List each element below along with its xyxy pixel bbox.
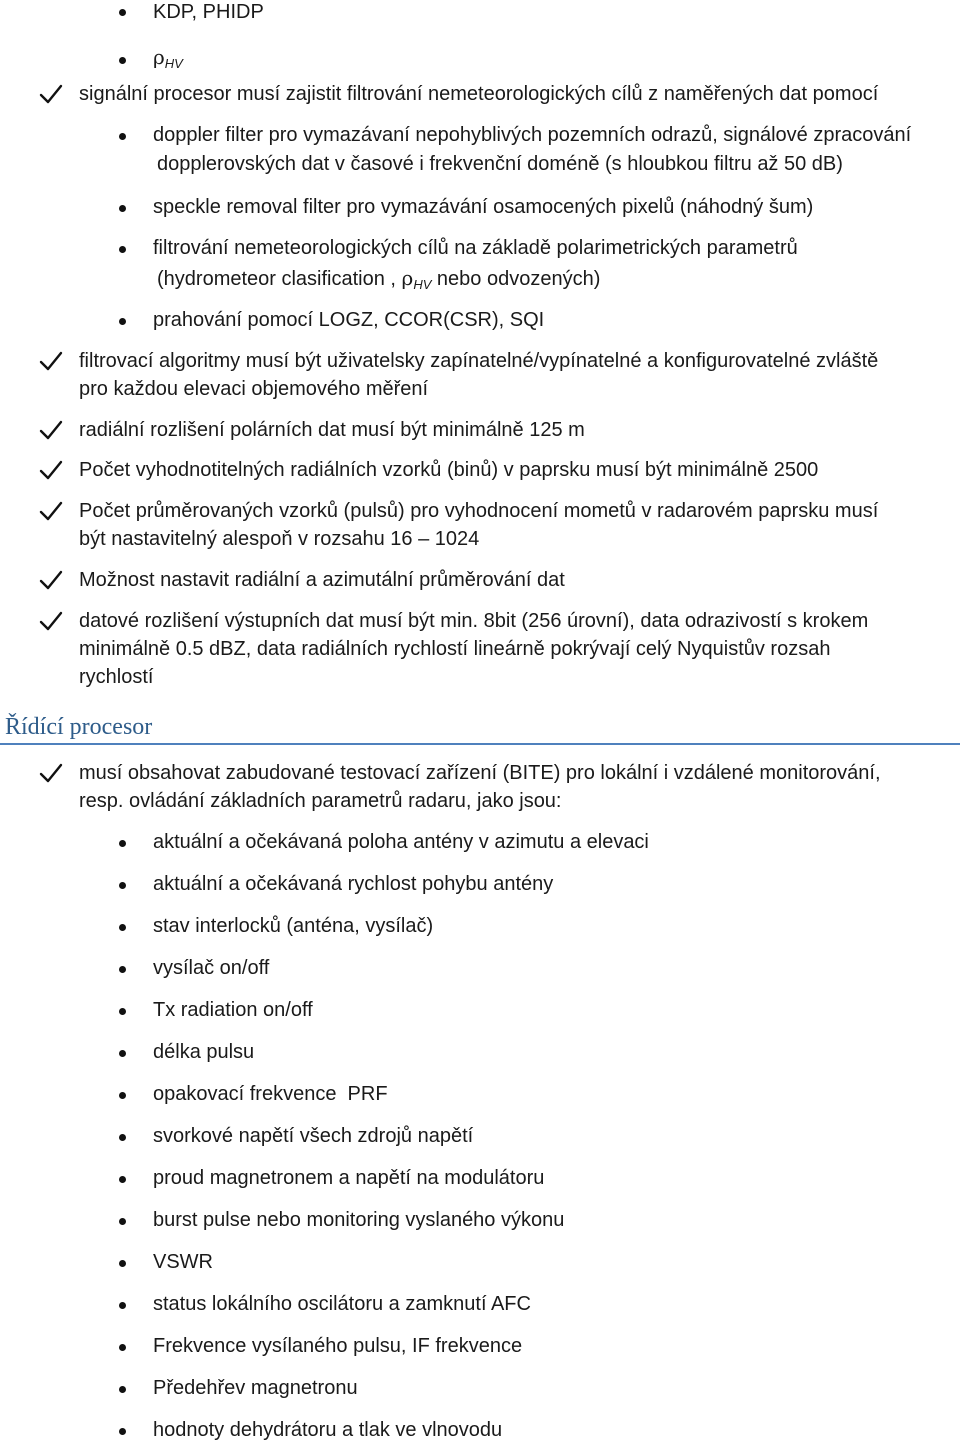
list-item xyxy=(153,43,183,74)
list-item: prahování pomocí LOGZ, CCOR(CSR), SQI xyxy=(153,309,545,331)
bullet-dot xyxy=(119,1134,126,1141)
bullet-dot xyxy=(119,924,126,931)
check-item: musí obsahovat zabudované testovací zařízení (BITE) pro lokální i vzdálené monitorování, xyxy=(79,762,881,784)
subscript: HV xyxy=(164,56,183,71)
bullet-dot xyxy=(119,205,126,212)
bullet-dot xyxy=(119,882,126,889)
text-fragment: nebo odvozených) xyxy=(431,268,601,290)
bullet-dot xyxy=(119,1092,126,1099)
list-item: doppler filter pro vymazávaní nepohyblivých pozemních odrazů, signálové zpracování xyxy=(153,124,912,146)
bullet-dot xyxy=(119,1176,126,1183)
checkmark-icon xyxy=(39,419,63,441)
check-item-continuation: rychlostí xyxy=(79,666,154,688)
bullet-dot xyxy=(119,1260,126,1267)
list-item: filtrování nemeteorologických cílů na základě polarimetrických parametrů xyxy=(153,237,798,259)
text-fragment: (hydrometeor clasification , xyxy=(157,268,402,290)
list-item-continuation: dopplerovských dat v časové i frekvenční doméně (s hloubkou filtru až 50 dB) xyxy=(157,153,843,175)
list-item: aktuální a očekávaná poloha antény v azimutu a elevaci xyxy=(153,831,649,853)
bullet-dot xyxy=(119,1428,126,1435)
list-item: Frekvence vysílaného pulsu, IF frekvence xyxy=(153,1335,523,1357)
list-item-continuation xyxy=(157,264,600,295)
rho-symbol: ρ xyxy=(401,266,414,290)
checkmark-icon xyxy=(39,762,63,784)
check-item-continuation: resp. ovládání základních parametrů radaru, jako jsou: xyxy=(79,790,562,812)
check-item: signální procesor musí zajistit filtrování nemeteorologických cílů z naměřených dat pomocí xyxy=(79,83,879,105)
bullet-dot xyxy=(119,57,126,64)
check-item-continuation: být nastavitelný alespoň v rozsahu 16 – 1024 xyxy=(79,528,480,550)
list-item: vysílač on/off xyxy=(153,957,270,979)
rho-symbol: ρ xyxy=(153,45,165,69)
bullet-dot xyxy=(119,1050,126,1057)
list-item: proud magnetronem a napětí na modulátoru xyxy=(153,1167,545,1189)
list-item: stav interlocků (anténa, vysílač) xyxy=(153,915,434,937)
check-item: radiální rozlišení polárních dat musí být minimálně 125 m xyxy=(79,419,585,441)
check-item: datové rozlišení výstupních dat musí být min. 8bit (256 úrovní), data odrazivostí s krokem xyxy=(79,610,869,632)
checkmark-icon xyxy=(39,569,63,591)
bullet-dot xyxy=(119,133,126,140)
list-item: hodnoty dehydrátoru a tlak ve vlnovodu xyxy=(153,1419,503,1441)
subscript: HV xyxy=(413,277,432,292)
checkmark-icon xyxy=(39,83,63,105)
checkmark-icon xyxy=(39,500,63,522)
list-item: aktuální a očekávaná rychlost pohybu antény xyxy=(153,873,554,895)
list-item: status lokálního oscilátoru a zamknutí AFC xyxy=(153,1293,531,1315)
bullet-dot xyxy=(119,318,126,325)
list-item: speckle removal filter pro vymazávání osamocených pixelů (náhodný šum) xyxy=(153,196,814,218)
list-item: Předehřev magnetronu xyxy=(153,1377,358,1399)
checkmark-icon xyxy=(39,350,63,372)
bullet-dot xyxy=(119,246,126,253)
bullet-dot xyxy=(119,840,126,847)
check-item-continuation: pro každou elevaci objemového měření xyxy=(79,378,429,400)
section-heading: Řídící procesor xyxy=(5,714,153,740)
bullet-dot xyxy=(119,1344,126,1351)
bullet-dot xyxy=(119,1218,126,1225)
checkmark-icon xyxy=(39,610,63,632)
bullet-dot xyxy=(119,1386,126,1393)
list-item: VSWR xyxy=(153,1251,213,1273)
bullet-dot xyxy=(119,1302,126,1309)
heading-divider xyxy=(0,743,960,745)
checkmark-icon xyxy=(39,459,63,481)
check-item: Počet průměrovaných vzorků (pulsů) pro vyhodnocení mometů v radarovém paprsku musí xyxy=(79,500,879,522)
bullet-dot xyxy=(119,9,126,16)
list-item: opakovací frekvence PRF xyxy=(153,1083,388,1105)
list-item: Tx radiation on/off xyxy=(153,999,313,1021)
check-item: Možnost nastavit radiální a azimutální průměrování dat xyxy=(79,569,565,591)
check-item: filtrovací algoritmy musí být uživatelsky zapínatelné/vypínatelné a konfigurovatelné zvláště xyxy=(79,350,879,372)
bullet-dot xyxy=(119,966,126,973)
list-item: svorkové napětí všech zdrojů napětí xyxy=(153,1125,474,1147)
list-item: burst pulse nebo monitoring vyslaného výkonu xyxy=(153,1209,565,1231)
list-item: KDP, PHIDP xyxy=(153,1,264,23)
list-item: délka pulsu xyxy=(153,1041,255,1063)
check-item-continuation: minimálně 0.5 dBZ, data radiálních rychlostí lineárně pokrývají celý Nyquistův rozsah xyxy=(79,638,831,660)
bullet-dot xyxy=(119,1008,126,1015)
check-item: Počet vyhodnotitelných radiálních vzorků (binů) v paprsku musí být minimálně 2500 xyxy=(79,459,819,481)
